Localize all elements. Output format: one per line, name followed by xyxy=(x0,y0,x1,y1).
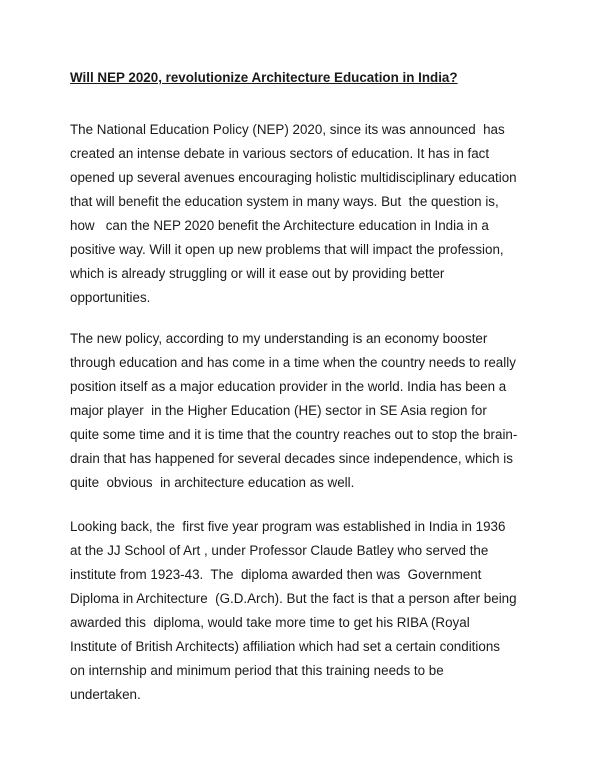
paragraph-line: major player in the Higher Education (HE) sector in SE Asia region for xyxy=(70,403,487,418)
paragraph-line: at the JJ School of Art , under Professor Claude Batley who served the xyxy=(70,543,489,558)
paragraph-line: quite obvious in architecture education as well. xyxy=(70,475,355,490)
paragraph-line: drain that has happened for several decades since independence, which is xyxy=(70,451,513,466)
paragraph-line: The National Education Policy (NEP) 2020, since its was announced has xyxy=(70,122,505,137)
paragraph-line: opportunities. xyxy=(70,290,151,305)
paragraph-looking-back xyxy=(70,515,517,707)
paragraph-line: quite some time and it is time that the country reaches out to stop the brain- xyxy=(70,427,518,442)
paragraph-line: opened up several avenues encouraging holistic multidisciplinary education xyxy=(70,170,517,185)
paragraph-line: position itself as a major education provider in the world. India has been a xyxy=(70,379,507,394)
paragraph-line: Diploma in Architecture (G.D.Arch). But the fact is that a person after being xyxy=(70,591,517,606)
paragraph-line: undertaken. xyxy=(70,687,141,702)
paragraph-line: positive way. Will it open up new problems that will impact the profession, xyxy=(70,242,504,257)
paragraph-line: on internship and minimum period that this training needs to be xyxy=(70,663,444,678)
paragraph-line: which is already struggling or will it ease out by providing better xyxy=(70,266,445,281)
paragraph-line: that will benefit the education system in many ways. But the question is, xyxy=(70,194,499,209)
paragraph-line: Looking back, the first five year program was established in India in 1936 xyxy=(70,519,506,534)
paragraph-new-policy xyxy=(70,327,517,495)
paragraph-nep-intro xyxy=(70,118,517,310)
paragraph-line: institute from 1923-43. The diploma awarded then was Government xyxy=(70,567,482,582)
paragraph-line: how can the NEP 2020 benefit the Architecture education in India in a xyxy=(70,218,489,233)
document-title: Will NEP 2020, revolutionize Architecture Education in India? xyxy=(70,70,458,85)
paragraph-line: The new policy, according to my understanding is an economy booster xyxy=(70,331,488,346)
paragraph-line: Institute of British Architects) affiliation which had set a certain conditions xyxy=(70,639,500,654)
paragraph-line: through education and has come in a time when the country needs to really xyxy=(70,355,516,370)
paragraph-line: created an intense debate in various sectors of education. It has in fact xyxy=(70,146,490,161)
paragraph-line: awarded this diploma, would take more time to get his RIBA (Royal xyxy=(70,615,470,630)
